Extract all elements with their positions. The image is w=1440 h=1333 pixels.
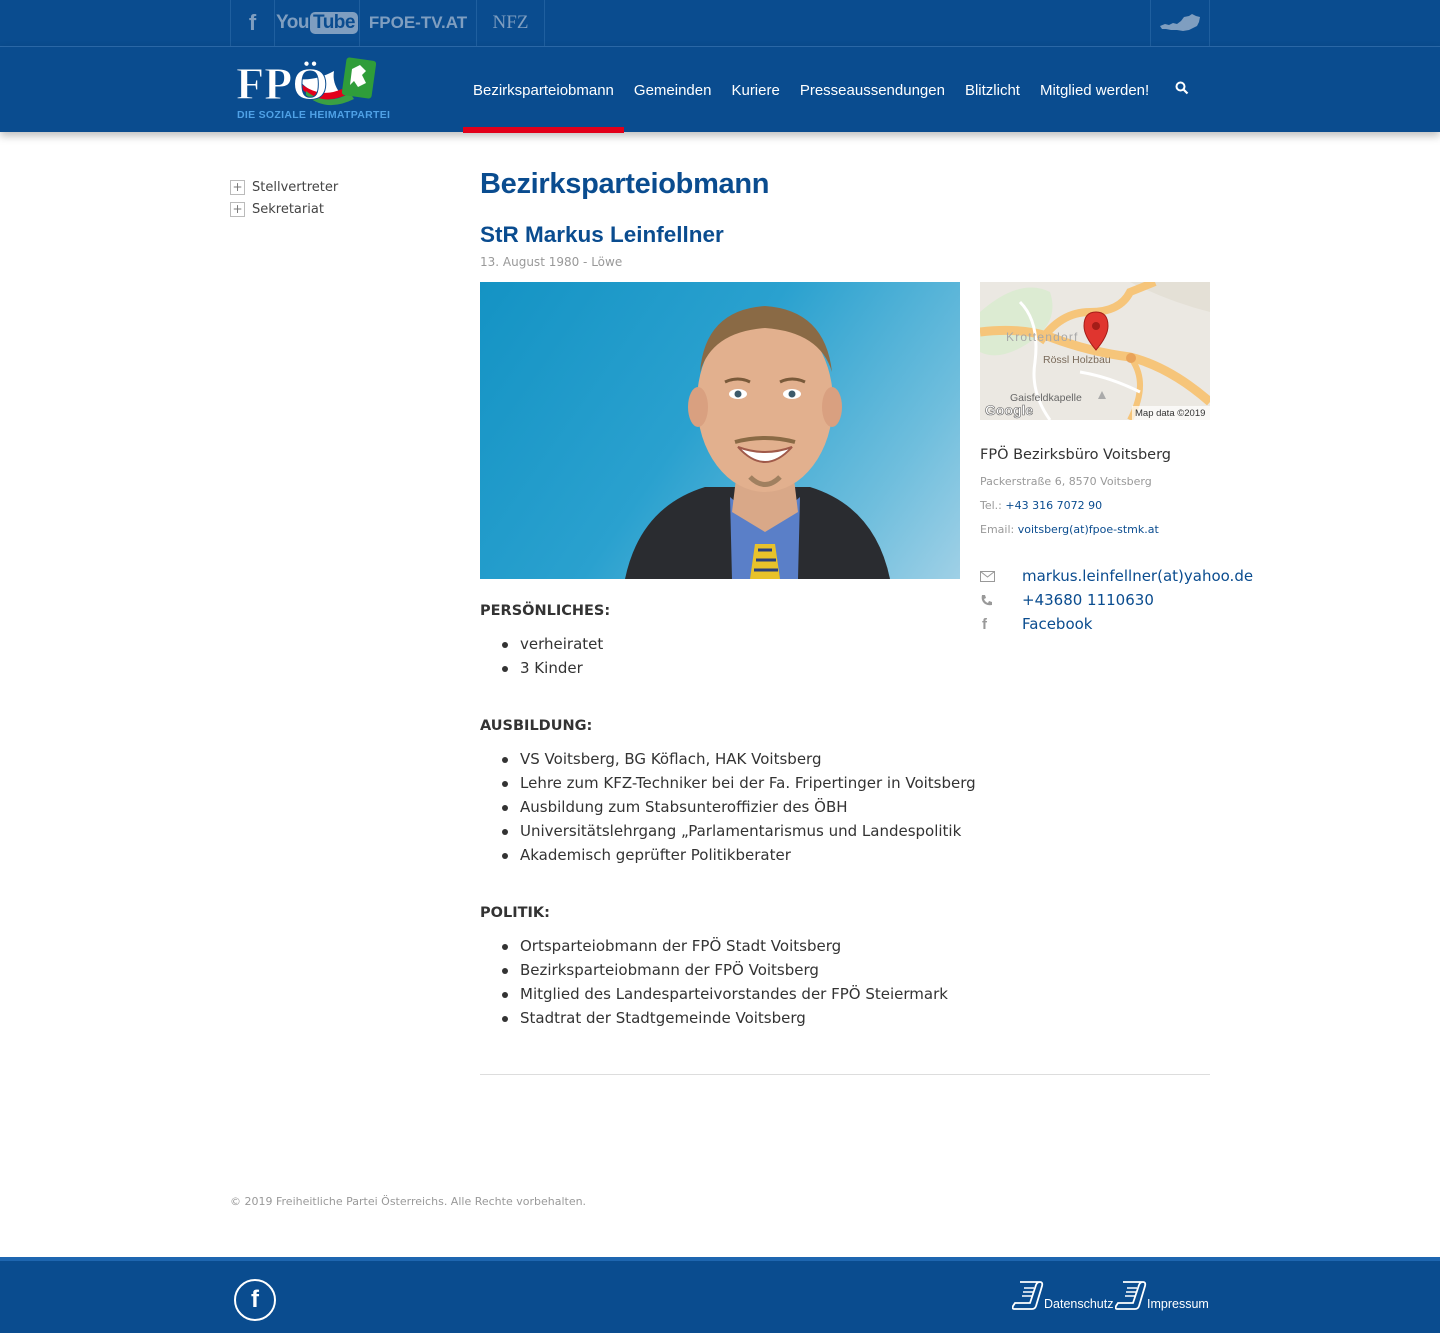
map-attribution: Map data ©2019	[1135, 408, 1206, 419]
office-email-line	[980, 523, 1159, 536]
list-item: VS Voitsberg, BG Köflach, HAK Voitsberg	[480, 747, 960, 771]
section-heading-politics: POLITIK:	[480, 905, 550, 921]
office-email-link[interactable]: voitsberg(at)fpoe-stmk.at	[1017, 523, 1159, 536]
contact-facebook-link[interactable]: Facebook	[1022, 615, 1093, 633]
education-list	[480, 747, 976, 867]
list-item: Stadtrat der Stadtgemeinde Voitsberg	[480, 1006, 960, 1030]
contact-facebook	[980, 612, 1092, 636]
nav-mitglied-werden[interactable]: Mitglied werden!	[1039, 81, 1150, 99]
main-header	[0, 46, 1440, 132]
svg-text:FPÖ: FPÖ	[236, 58, 328, 109]
sidebar-item-label: Stellvertreter	[252, 179, 339, 195]
section-heading-personal: PERSÖNLICHES:	[480, 603, 611, 619]
fpoe-tv-link[interactable]	[359, 0, 476, 46]
office-phone-line	[980, 499, 1102, 512]
sidebar-item-sekretariat[interactable]	[230, 198, 338, 220]
austria-map-link[interactable]	[1150, 0, 1210, 46]
list-item: verheiratet	[480, 632, 960, 656]
expand-plus-icon[interactable]: +	[230, 180, 245, 195]
office-phone-link[interactable]: +43 316 7072 90	[1005, 499, 1103, 512]
nfz-label: NFZ	[492, 12, 529, 33]
birth-date: 13. August 1980 - Löwe	[480, 255, 623, 269]
google-logo: Google	[985, 402, 1034, 418]
map-label-krottendorf: Krottendorf	[1006, 330, 1079, 344]
impressum-label: Impressum	[1147, 1297, 1209, 1311]
logo-graphic	[236, 55, 376, 111]
facebook-icon: f	[251, 1286, 259, 1313]
list-item: Universitätslehrgang „Parlamentarismus und Landespolitik	[480, 819, 960, 843]
map-label-roessl: Rössl Holzbau	[1043, 354, 1111, 366]
austria-map-icon	[1159, 13, 1201, 33]
footer-facebook-button[interactable]	[234, 1279, 276, 1321]
nav-kuriere[interactable]: Kuriere	[731, 81, 780, 99]
copyright: © 2019 Freiheitliche Partei Österreichs. Alle Rechte vorbehalten.	[230, 1195, 587, 1208]
facebook-icon: f	[982, 615, 987, 633]
list-item: 3 Kinder	[480, 656, 960, 680]
contact-phone-link[interactable]: +43680 1110630	[1022, 591, 1154, 609]
nav-presseaussendungen[interactable]: Presseaussendungen	[799, 81, 945, 99]
office-email-label: Email:	[980, 523, 1015, 536]
fpoe-logo[interactable]	[236, 55, 391, 123]
fpoe-tv-label: FPOE-TV.AT	[368, 13, 468, 32]
office-name: FPÖ Bezirksbüro Voitsberg	[980, 447, 1172, 463]
nav-gemeinden[interactable]: Gemeinden	[633, 81, 712, 99]
facebook-link[interactable]	[230, 0, 274, 46]
nfz-link[interactable]	[476, 0, 545, 46]
youtube-logo-tube: Tube	[310, 12, 358, 34]
portrait-photo	[480, 282, 960, 579]
impressum-link[interactable]	[1115, 1277, 1209, 1311]
document-scroll-icon	[1115, 1279, 1147, 1311]
biography-content	[480, 600, 976, 1030]
search-button[interactable]	[1175, 80, 1191, 96]
logo-subtitle: DIE SOZIALE HEIMATPARTEI	[237, 109, 391, 121]
sidebar-item-label: Sekretariat	[252, 201, 324, 217]
youtube-logo-you: You	[276, 12, 309, 33]
contact-email-link[interactable]: markus.leinfellner(at)yahoo.de	[1022, 567, 1254, 585]
list-item: Bezirksparteiobmann der FPÖ Voitsberg	[480, 958, 960, 982]
sidebar-item-stellvertreter[interactable]	[230, 176, 338, 198]
main-nav	[463, 47, 1159, 133]
datenschutz-link[interactable]	[1012, 1277, 1113, 1311]
sidebar	[230, 176, 338, 220]
office-map[interactable]	[980, 282, 1210, 420]
search-icon	[1175, 81, 1189, 95]
list-item: Ausbildung zum Stabsunteroffizier des ÖBH	[480, 795, 960, 819]
politics-list	[480, 934, 960, 1030]
phone-icon	[980, 594, 1022, 607]
footer	[0, 1257, 1440, 1333]
envelope-icon	[980, 571, 1022, 582]
section-heading-education: AUSBILDUNG:	[480, 718, 593, 734]
top-bar	[0, 0, 1440, 46]
expand-plus-icon[interactable]: +	[230, 202, 245, 217]
document-scroll-icon	[1012, 1279, 1044, 1311]
facebook-icon: f	[248, 10, 257, 35]
list-item: Mitglied des Landesparteivorstandes der FPÖ Steiermark	[480, 982, 960, 1006]
nav-bezirksparteiobmann[interactable]: Bezirksparteiobmann	[463, 47, 624, 133]
content-divider	[480, 1074, 1210, 1075]
map-label-gaisfeldkapelle: Gaisfeldkapelle	[1010, 392, 1082, 404]
office-phone-label: Tel.:	[980, 499, 1002, 512]
youtube-link[interactable]	[274, 0, 359, 46]
list-item: Ortsparteiobmann der FPÖ Stadt Voitsberg	[480, 934, 960, 958]
contact-email	[980, 564, 1253, 588]
person-name: StR Markus Leinfellner	[480, 222, 724, 247]
list-item: Lehre zum KFZ-Techniker bei der Fa. Fripertinger in Voitsberg	[480, 771, 960, 795]
list-item: Akademisch geprüfter Politikberater	[480, 843, 960, 867]
personal-list	[480, 632, 960, 680]
nav-blitzlicht[interactable]: Blitzlicht	[964, 81, 1020, 99]
contact-phone	[980, 588, 1154, 612]
page-title: Bezirksparteiobmann	[480, 168, 770, 200]
datenschutz-label: Datenschutz	[1044, 1297, 1114, 1311]
office-address: Packerstraße 6, 8570 Voitsberg	[980, 475, 1152, 488]
